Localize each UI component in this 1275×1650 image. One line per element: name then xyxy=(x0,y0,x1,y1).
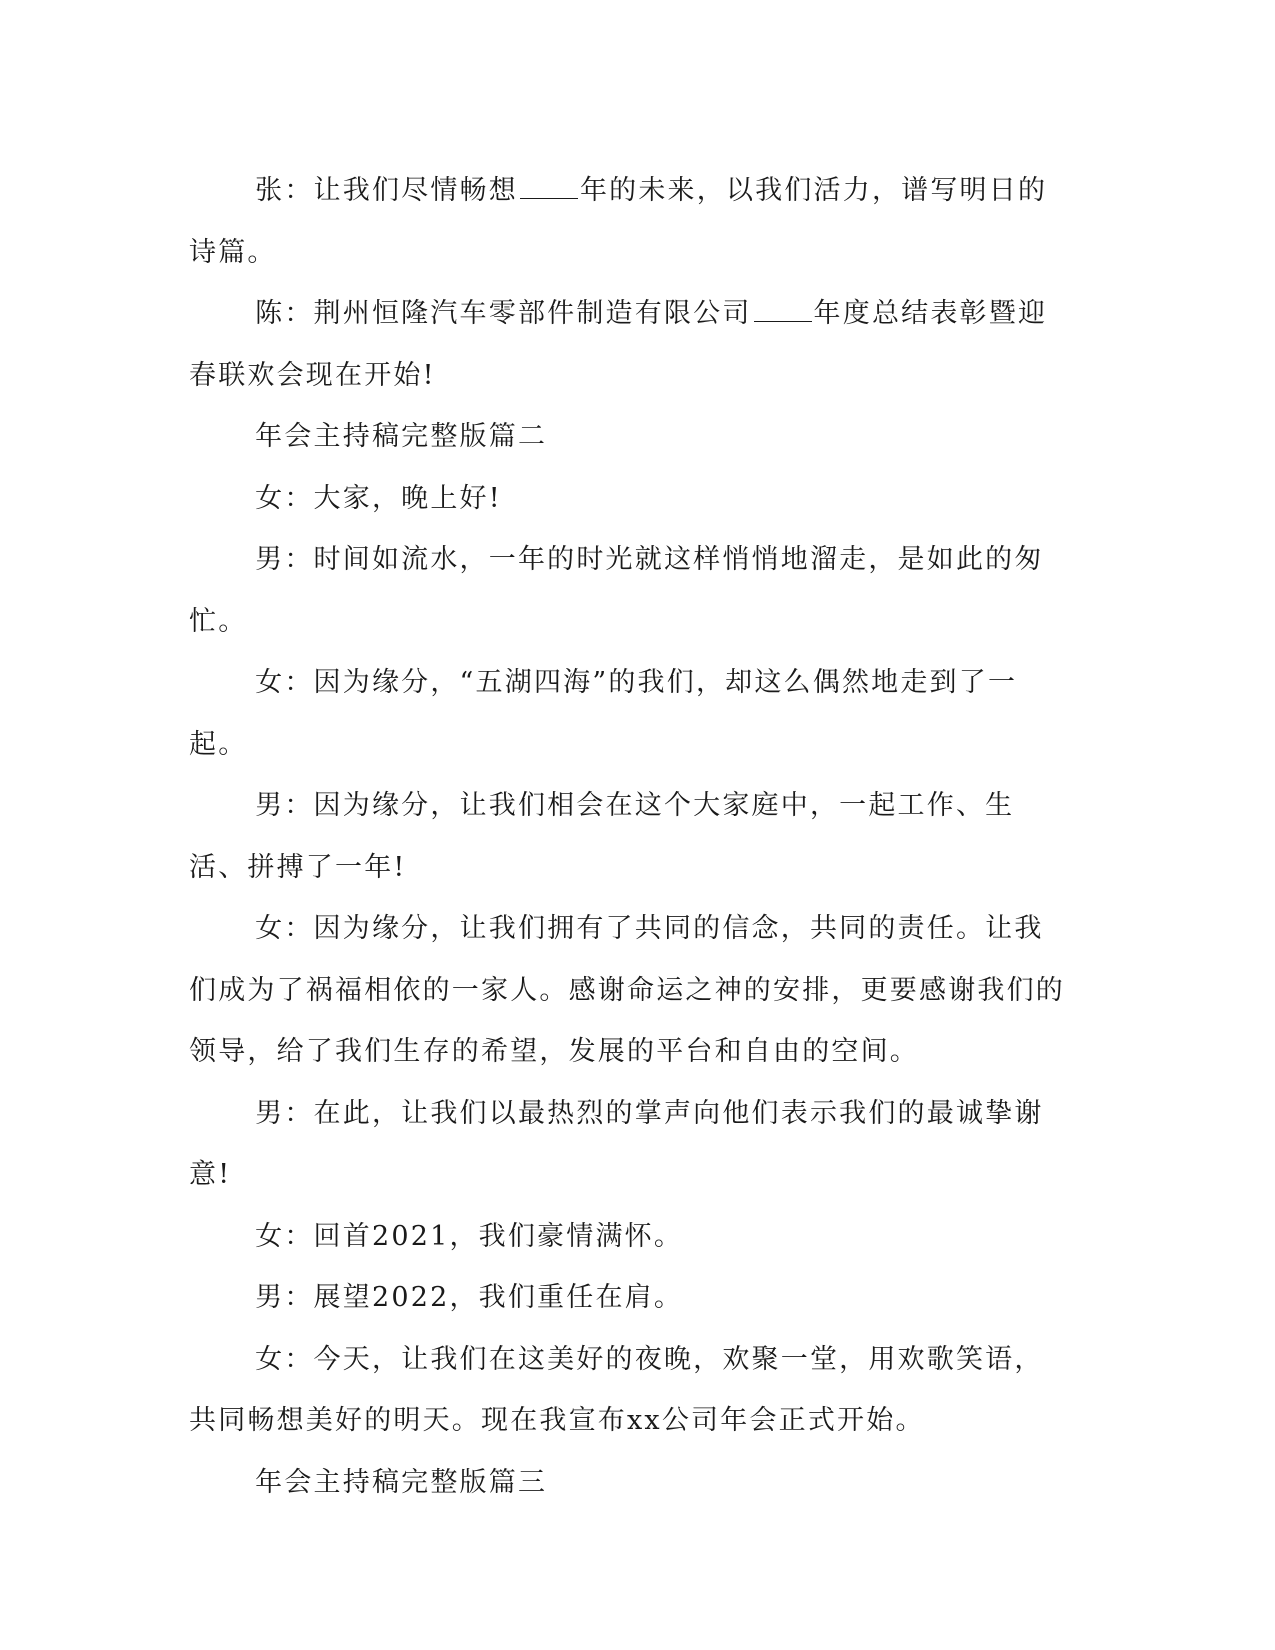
fill-in-blank xyxy=(754,299,812,322)
paragraph-text: 年度总结表彰暨迎春联欢会现在开始! xyxy=(189,298,1048,391)
paragraph-chen xyxy=(189,283,1069,406)
fill-in-blank xyxy=(520,176,578,199)
paragraph-zhang xyxy=(189,160,1069,283)
paragraph-look-ahead: 男：展望2022，我们重任在肩。 xyxy=(255,1282,684,1313)
section-heading-part-three: 年会主持稿完整版篇三 xyxy=(255,1466,548,1498)
paragraph-text: 年的未来，以我们活力，谱写明日的诗篇。 xyxy=(189,175,1048,268)
section-heading-part-two: 年会主持稿完整版篇二 xyxy=(255,421,548,452)
paragraph-greeting: 女：大家，晚上好! xyxy=(255,482,502,514)
paragraph-fate-together: 女：因为缘分，“五湖四海”的我们，却这么偶然地走到了一起。 xyxy=(189,667,1018,760)
paragraph-fate-family: 男：因为缘分，让我们相会在这个大家庭中，一起工作、生活、拼搏了一年! xyxy=(189,790,1015,883)
paragraph-look-back: 女：回首2021，我们豪情满怀。 xyxy=(255,1220,684,1252)
paragraph-applause: 男：在此，让我们以最热烈的掌声向他们表示我们的最诚挚谢意! xyxy=(189,1097,1044,1190)
paragraph-text: 张：让我们尽情畅想 xyxy=(255,175,518,206)
paragraph-time-flows: 男：时间如流水，一年的时光就这样悄悄地溜走，是如此的匆忙。 xyxy=(189,544,1044,637)
paragraph-text: 陈：荆州恒隆汽车零部件制造有限公司 xyxy=(255,298,752,329)
paragraph-fate-belief: 女：因为缘分，让我们拥有了共同的信念，共同的责任。让我们成为了祸福相依的一家人。感谢命运之神的安排，更要感谢我们的领导，给了我们生存的希望，发展的平台和自由的空间。 xyxy=(189,913,1065,1067)
paragraph-announcement: 女：今天，让我们在这美好的夜晚，欢聚一堂，用欢歌笑语，共同畅想美好的明天。现在我宣布xx公司年会正式开始。 xyxy=(189,1343,1044,1436)
document-body xyxy=(189,160,1069,1513)
